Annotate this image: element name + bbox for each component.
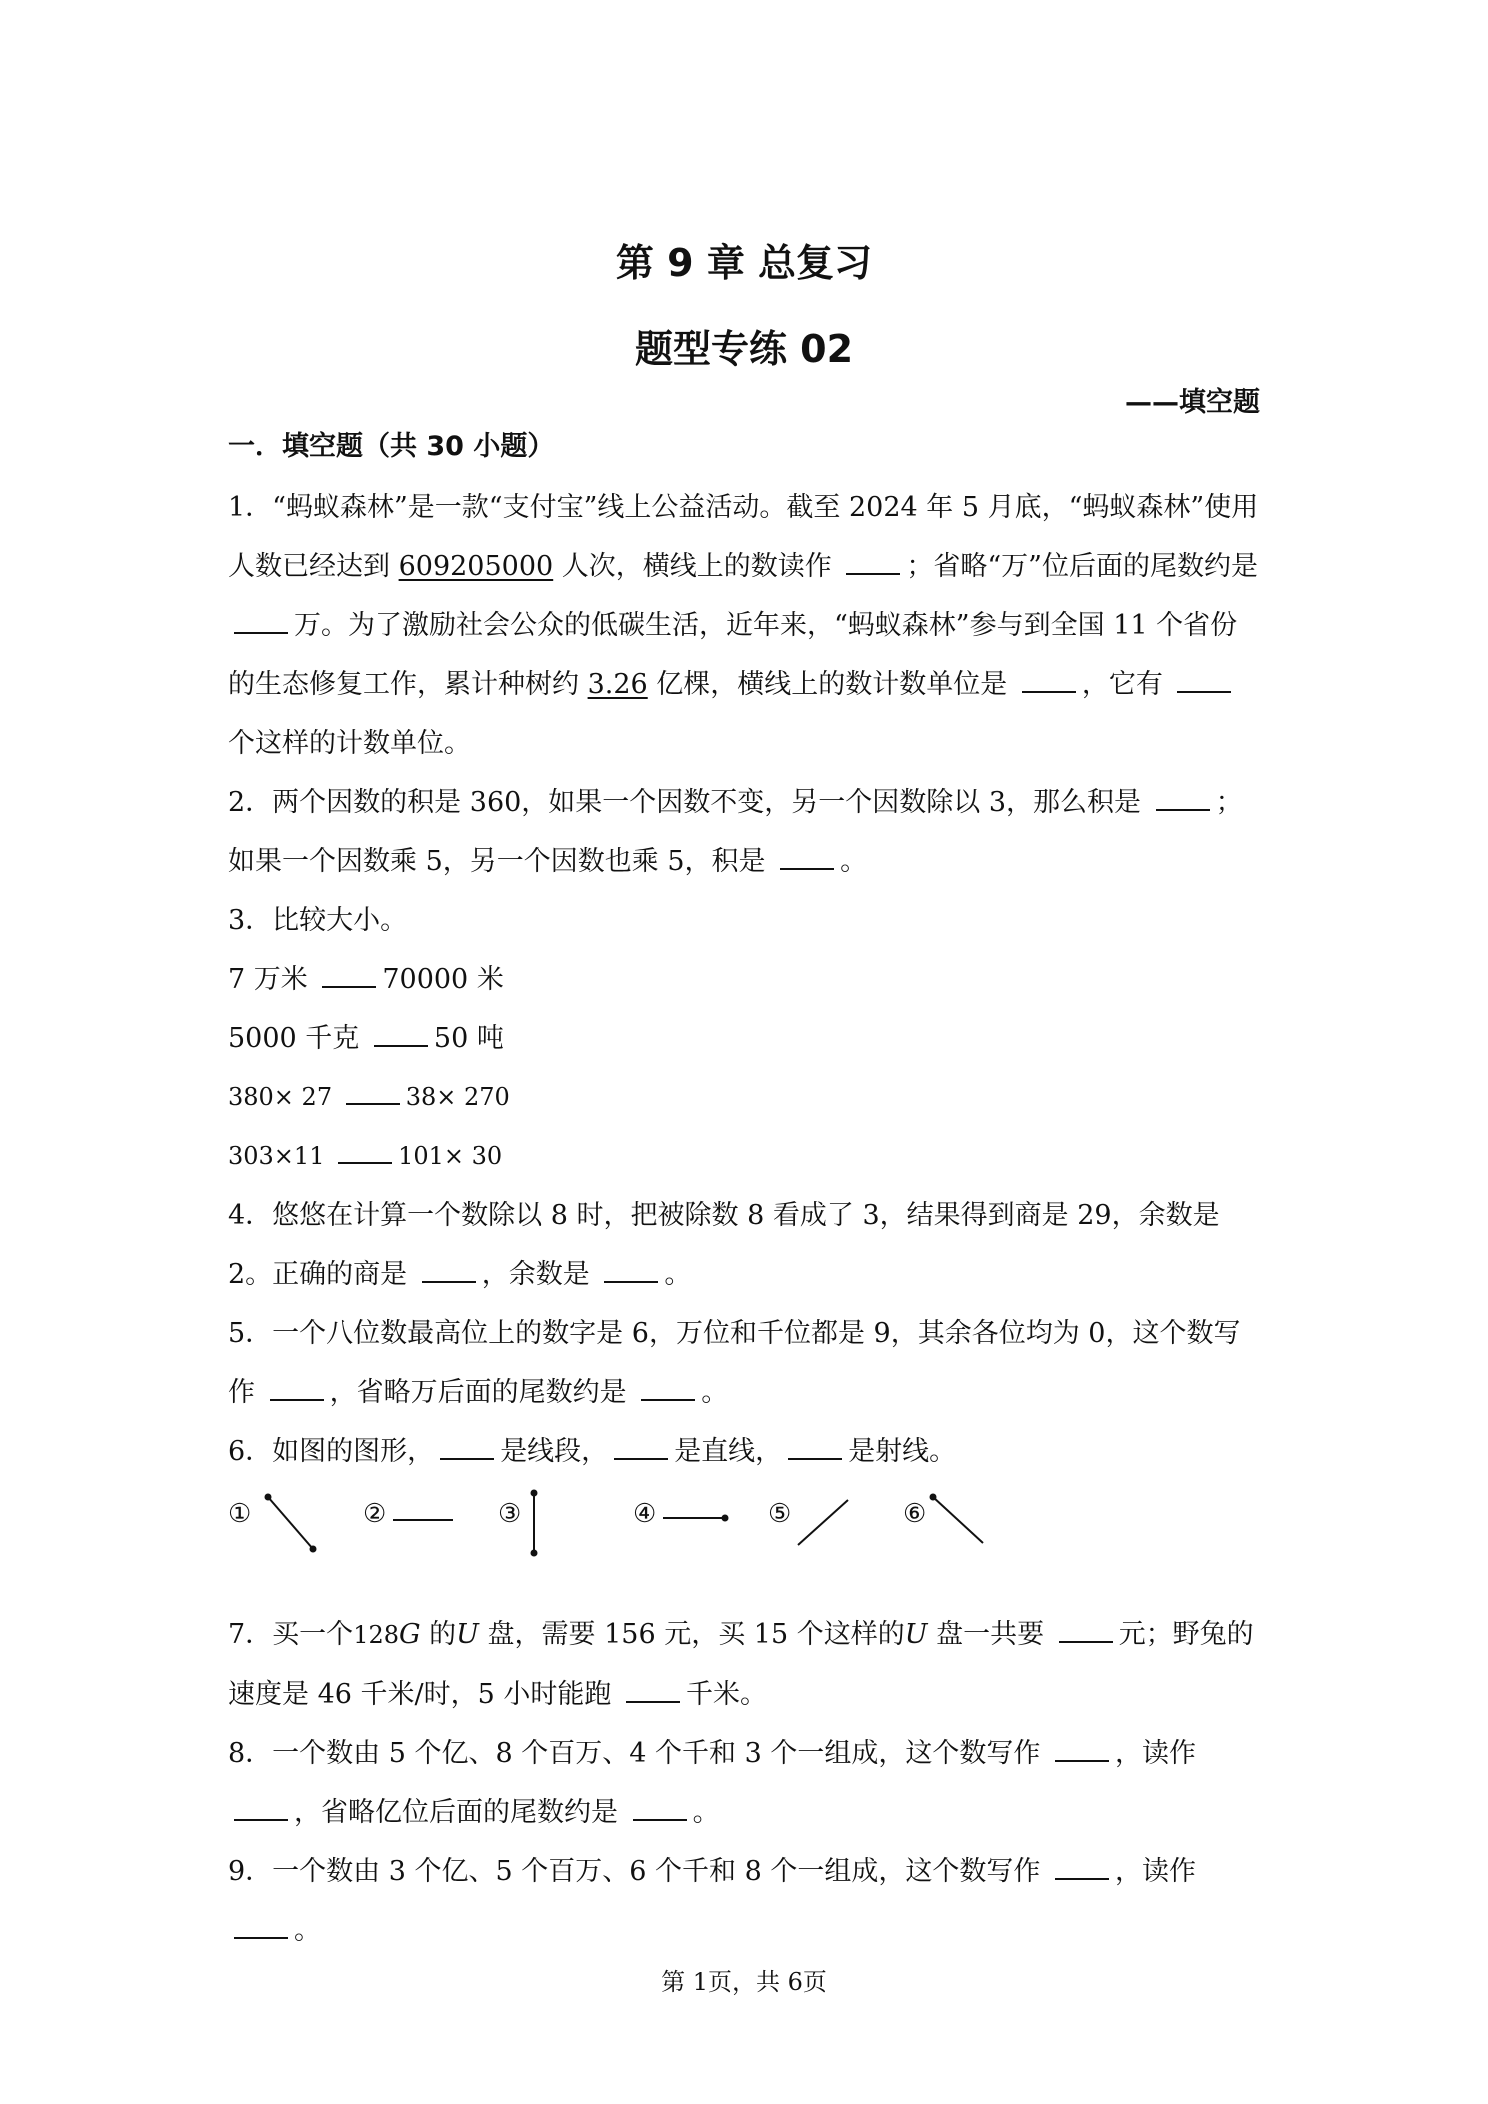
figure-4-ray <box>663 1515 729 1522</box>
answer-blank[interactable] <box>270 1373 324 1401</box>
compare-row: 7 万米 70000 米 <box>228 950 1264 1009</box>
answer-blank[interactable] <box>422 1255 476 1283</box>
answer-blank[interactable] <box>338 1136 392 1164</box>
figure-label-4: ④ <box>633 1499 657 1529</box>
answer-blank[interactable] <box>440 1432 494 1460</box>
answer-blank[interactable] <box>346 1077 400 1105</box>
answer-blank[interactable] <box>374 1019 428 1047</box>
figure-label-6: ⑥ <box>903 1499 927 1529</box>
figure-label-1: ① <box>228 1499 252 1529</box>
figure-label-3: ③ <box>498 1499 522 1529</box>
answer-blank[interactable] <box>846 547 900 575</box>
answer-blank[interactable] <box>604 1255 658 1283</box>
answer-blank[interactable] <box>1055 1734 1109 1762</box>
answer-blank[interactable] <box>780 842 834 870</box>
answer-blank[interactable] <box>234 606 288 634</box>
figure-3-segment <box>531 1490 538 1557</box>
compare-row: 5000 千克 50 吨 <box>228 1009 1264 1068</box>
figure-label-2: ② <box>363 1499 387 1529</box>
figure-1-segment <box>265 1494 317 1553</box>
answer-blank[interactable] <box>1177 665 1231 693</box>
answer-blank[interactable] <box>234 1911 288 1939</box>
compare-row: 303×11 101× 30 <box>228 1127 1264 1186</box>
question-type-tag: ——填空题 <box>1125 387 1260 418</box>
answer-blank[interactable] <box>614 1432 668 1460</box>
figure-5-line <box>798 1500 848 1545</box>
answer-blank[interactable] <box>1022 665 1076 693</box>
page-footer: 第 1页，共 6页 <box>661 1968 827 1996</box>
figure-6-ray <box>930 1494 984 1544</box>
line-figures <box>228 1485 1264 1595</box>
question-3: 3．比较大小。 <box>228 905 408 936</box>
answer-blank[interactable] <box>641 1373 695 1401</box>
answer-blank[interactable] <box>626 1675 680 1703</box>
question-9: 9．一个数由 3 个亿、5 个百万、6 个千和 8 个一组成，这个数写作 ，读作 。 <box>228 1842 1264 1960</box>
question-1: 1．“蚂蚁森林”是一款“支付宝”线上公益活动。截至 2024 年 5 月底，“蚂蚁森林”使用人数已经达到 609205000 人次，横线上的数读作 ；省略“万”位后面的尾数约是 万。为了激励社会公众的低碳生活，近年来，“蚂蚁森林”参与到全国 11 个省份的生态修复工作，累计种树约 3.26 亿棵，横线上的数计数单位是 ，它有 个这样的计数单位。 <box>228 492 1259 759</box>
answer-blank[interactable] <box>322 960 376 988</box>
answer-blank[interactable] <box>1055 1852 1109 1880</box>
question-4: 4．悠悠在计算一个数除以 8 时，把被除数 8 看成了 3，结果得到商是 29，余数是 2。正确的商是 ，余数是 。 <box>228 1200 1220 1290</box>
answer-blank[interactable] <box>633 1793 687 1821</box>
answer-blank[interactable] <box>1059 1615 1113 1643</box>
compare-row: 380× 27 38× 270 <box>228 1068 1264 1127</box>
worksheet-title: 题型专练 02 <box>634 327 854 371</box>
question-7: 7．买一个128G 的U 盘，需要 156 元，买 15 个这样的U 盘一共要 元；野兔的速度是 46 千米/时，5 小时能跑 千米。 <box>228 1605 1264 1724</box>
answer-blank[interactable] <box>788 1432 842 1460</box>
figure-label-5: ⑤ <box>768 1499 792 1529</box>
question-8: 8．一个数由 5 个亿、8 个百万、4 个千和 3 个一组成，这个数写作 ，读作 ，省略亿位后面的尾数约是 。 <box>228 1724 1264 1842</box>
section-heading: 一．填空题（共 30 小题） <box>228 431 555 462</box>
questions <box>228 478 1264 1960</box>
question-5: 5．一个八位数最高位上的数字是 6，万位和千位都是 9，其余各位均为 0，这个数写作 ，省略万后面的尾数约是 。 <box>228 1318 1241 1408</box>
underlined-number: 609205000 <box>398 551 554 582</box>
answer-blank[interactable] <box>234 1793 288 1821</box>
figures-svg <box>228 1485 1028 1595</box>
underlined-number: 3.26 <box>587 669 648 700</box>
question-2: 2．两个因数的积是 360，如果一个因数不变，另一个因数除以 3，那么积是 ；如果一个因数乘 5，另一个因数也乘 5，积是 。 <box>228 773 1264 891</box>
chapter-title: 第 9 章 总复习 <box>615 241 873 285</box>
question-6: 6．如图的图形， 是线段， 是直线， 是射线。 <box>228 1422 1264 1481</box>
answer-blank[interactable] <box>1156 783 1210 811</box>
